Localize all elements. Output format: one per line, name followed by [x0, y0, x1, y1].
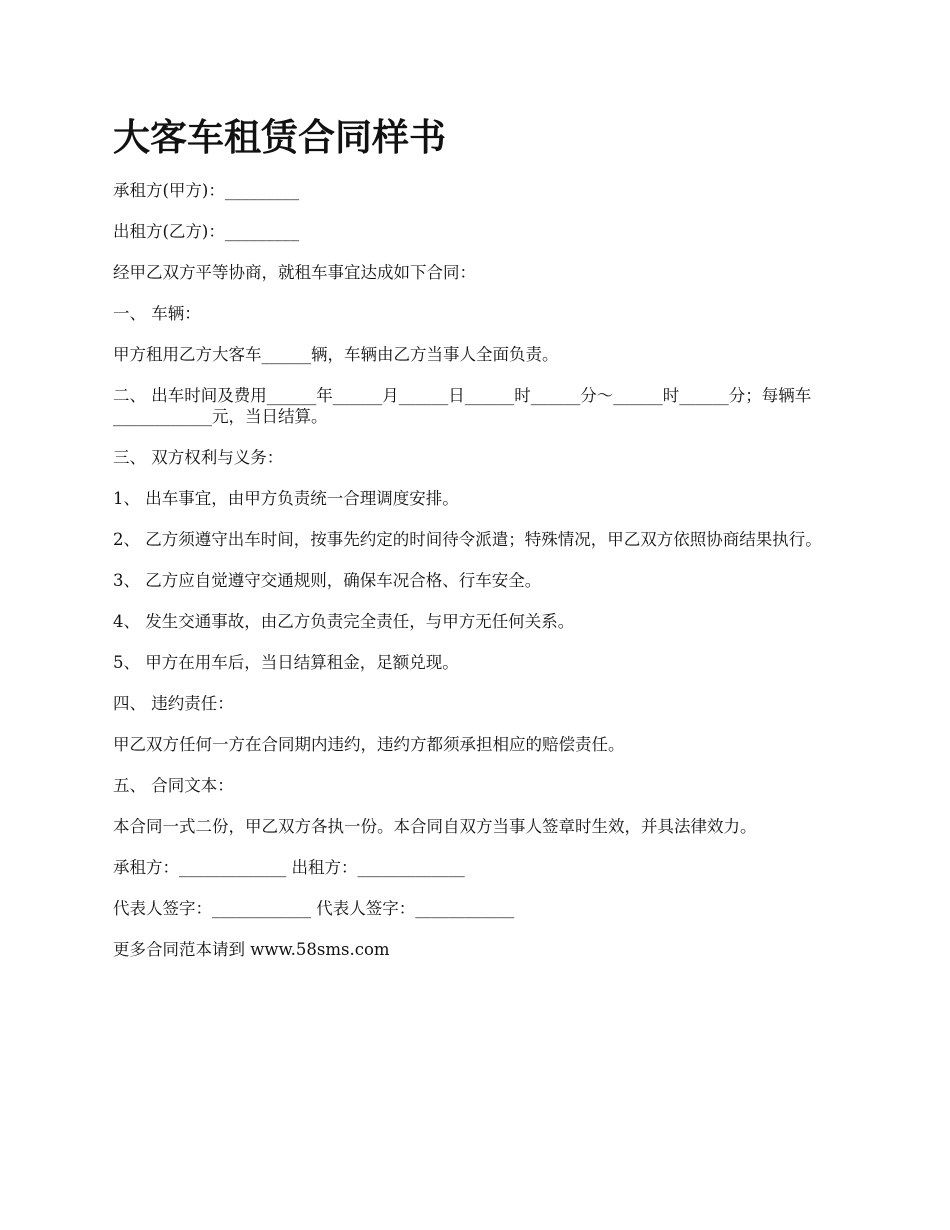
footer-link[interactable]: 更多合同范本请到 www.58sms.com: [113, 940, 390, 959]
intro-paragraph: 经甲乙双方平等协商，就租车事宜达成如下合同：: [113, 263, 476, 282]
document-page: [113, 112, 843, 960]
section-heading-text: 五、 合同文本：: [113, 776, 234, 795]
breach-clause: 甲乙双方任何一方在合同期内违约，违约方都须承担相应的赔偿责任。: [113, 735, 625, 754]
section-heading-rights: 三、 双方权利与义务：: [113, 448, 284, 467]
section-heading-vehicle: 一、 车辆：: [113, 304, 201, 323]
time-fee-clause: 二、 出车时间及费用______年______月______日______时______分～______时______分；每辆车____________元，当日结算。: [113, 386, 812, 426]
signature-representatives-line: 代表人签字：____________ 代表人签字：____________: [113, 899, 515, 918]
document-title: 大客车租赁合同样书: [113, 115, 446, 159]
vehicle-clause: 甲方租用乙方大客车______辆，车辆由乙方当事人全面负责。: [113, 345, 559, 364]
text-clause: 本合同一式二份，甲乙双方各执一份。本合同自双方当事人签章时生效，并具法律效力。: [113, 817, 757, 836]
rights-item-3: 3、 乙方应自觉遵守交通规则，确保车况合格、行车安全。: [113, 571, 542, 590]
rights-item-2: 2、 乙方须遵守出车时间，按事先约定的时间待令派遣；特殊情况，甲乙双方依照协商结果执行。: [113, 530, 822, 549]
rights-item-5: 5、 甲方在用车后，当日结算租金，足额兑现。: [113, 653, 459, 672]
party-a-line: 承租方(甲方)：_________: [113, 181, 300, 200]
section-heading-breach: 四、 违约责任：: [113, 694, 234, 713]
signature-parties-line: 承租方：_____________ 出租方：_____________: [113, 858, 465, 877]
rights-item-4: 4、 发生交通事故，由乙方负责完全责任，与甲方无任何关系。: [113, 612, 575, 631]
party-b-line: 出租方(乙方)：_________: [113, 222, 300, 241]
rights-item-1: 1、 出车事宜，由甲方负责统一合理调度安排。: [113, 489, 459, 508]
